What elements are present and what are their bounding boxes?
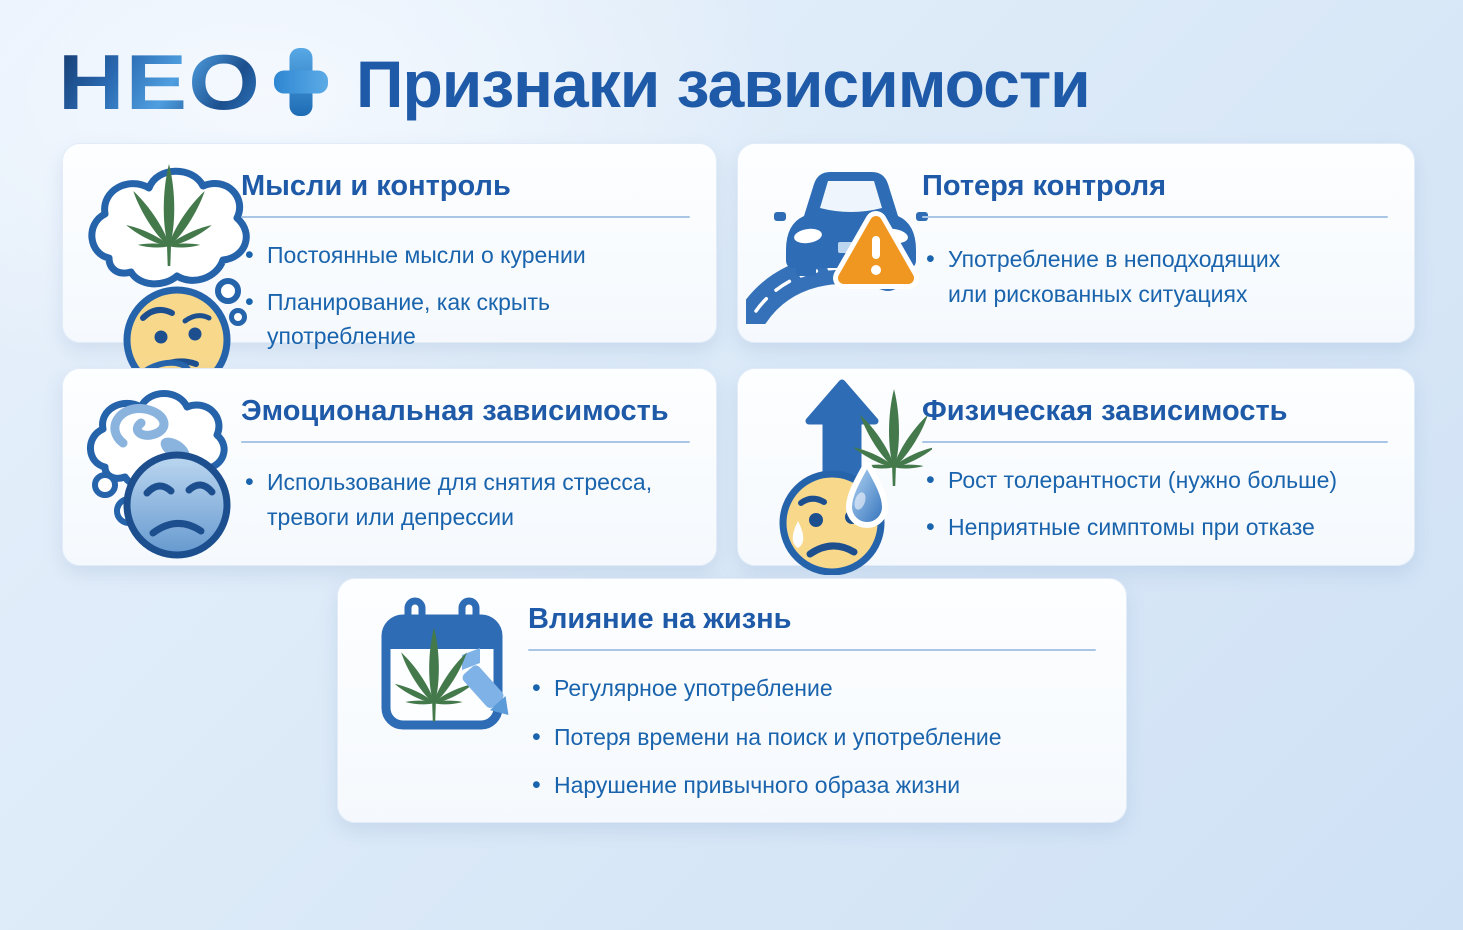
card-life-impact <box>337 578 1127 823</box>
bullet-item: • Потеря времени на поиск и употребление <box>528 720 1096 755</box>
card-title: Физическая зависимость <box>922 395 1288 427</box>
bullet-item: • Регулярное употребление <box>528 671 1096 706</box>
bullet-item: • Использование для снятия стресса, тревоги или депрессии <box>241 465 690 534</box>
bullet-item: • Нарушение привычного образа жизни <box>528 768 1096 803</box>
card-title: Влияние на жизнь <box>528 603 792 635</box>
car-road-warning-triangle-icon <box>746 154 936 324</box>
card-thoughts-and-control <box>62 143 717 349</box>
title-divider <box>241 216 690 218</box>
bullet-item: • Рост толерантности (нужно больше) <box>922 463 1388 498</box>
bullet-list <box>241 238 690 354</box>
card-title: Мысли и контроль <box>241 170 511 202</box>
card-physical-dependence <box>737 368 1415 566</box>
title-divider <box>922 216 1388 218</box>
bullet-item: • Планирование, как скрыть употребление <box>241 285 690 354</box>
calendar-cannabis-pencil-icon <box>370 595 520 740</box>
page-title: Признаки зависимости <box>356 47 1090 121</box>
crying-face-up-arrow-cannabis-icon <box>754 375 932 575</box>
bullet-item: • Употребление в неподходящих или рискованных ситуациях <box>922 242 1388 311</box>
logo-plus-icon <box>274 47 328 117</box>
card-title: Потеря контроля <box>922 170 1167 202</box>
thinking-face-cannabis-thought-bubble-icon <box>77 150 255 400</box>
title-divider <box>922 441 1388 443</box>
bullet-item: • Постоянные мысли о курении <box>241 238 690 273</box>
bullet-list <box>922 463 1388 544</box>
title-divider <box>528 649 1096 651</box>
card-loss-of-control <box>737 143 1415 343</box>
sad-blue-face-smoke-thought-icon <box>77 379 245 565</box>
bullet-list <box>241 465 690 534</box>
bullet-list <box>528 671 1096 803</box>
logo-text: НЕО <box>58 38 261 126</box>
bullet-list <box>922 242 1388 311</box>
card-title: Эмоциональная зависимость <box>241 395 669 427</box>
bullet-item: • Неприятные симптомы при отказе <box>922 510 1388 545</box>
neo-plus-logo <box>58 40 328 124</box>
card-emotional-dependence <box>62 368 717 566</box>
title-divider <box>241 441 690 443</box>
